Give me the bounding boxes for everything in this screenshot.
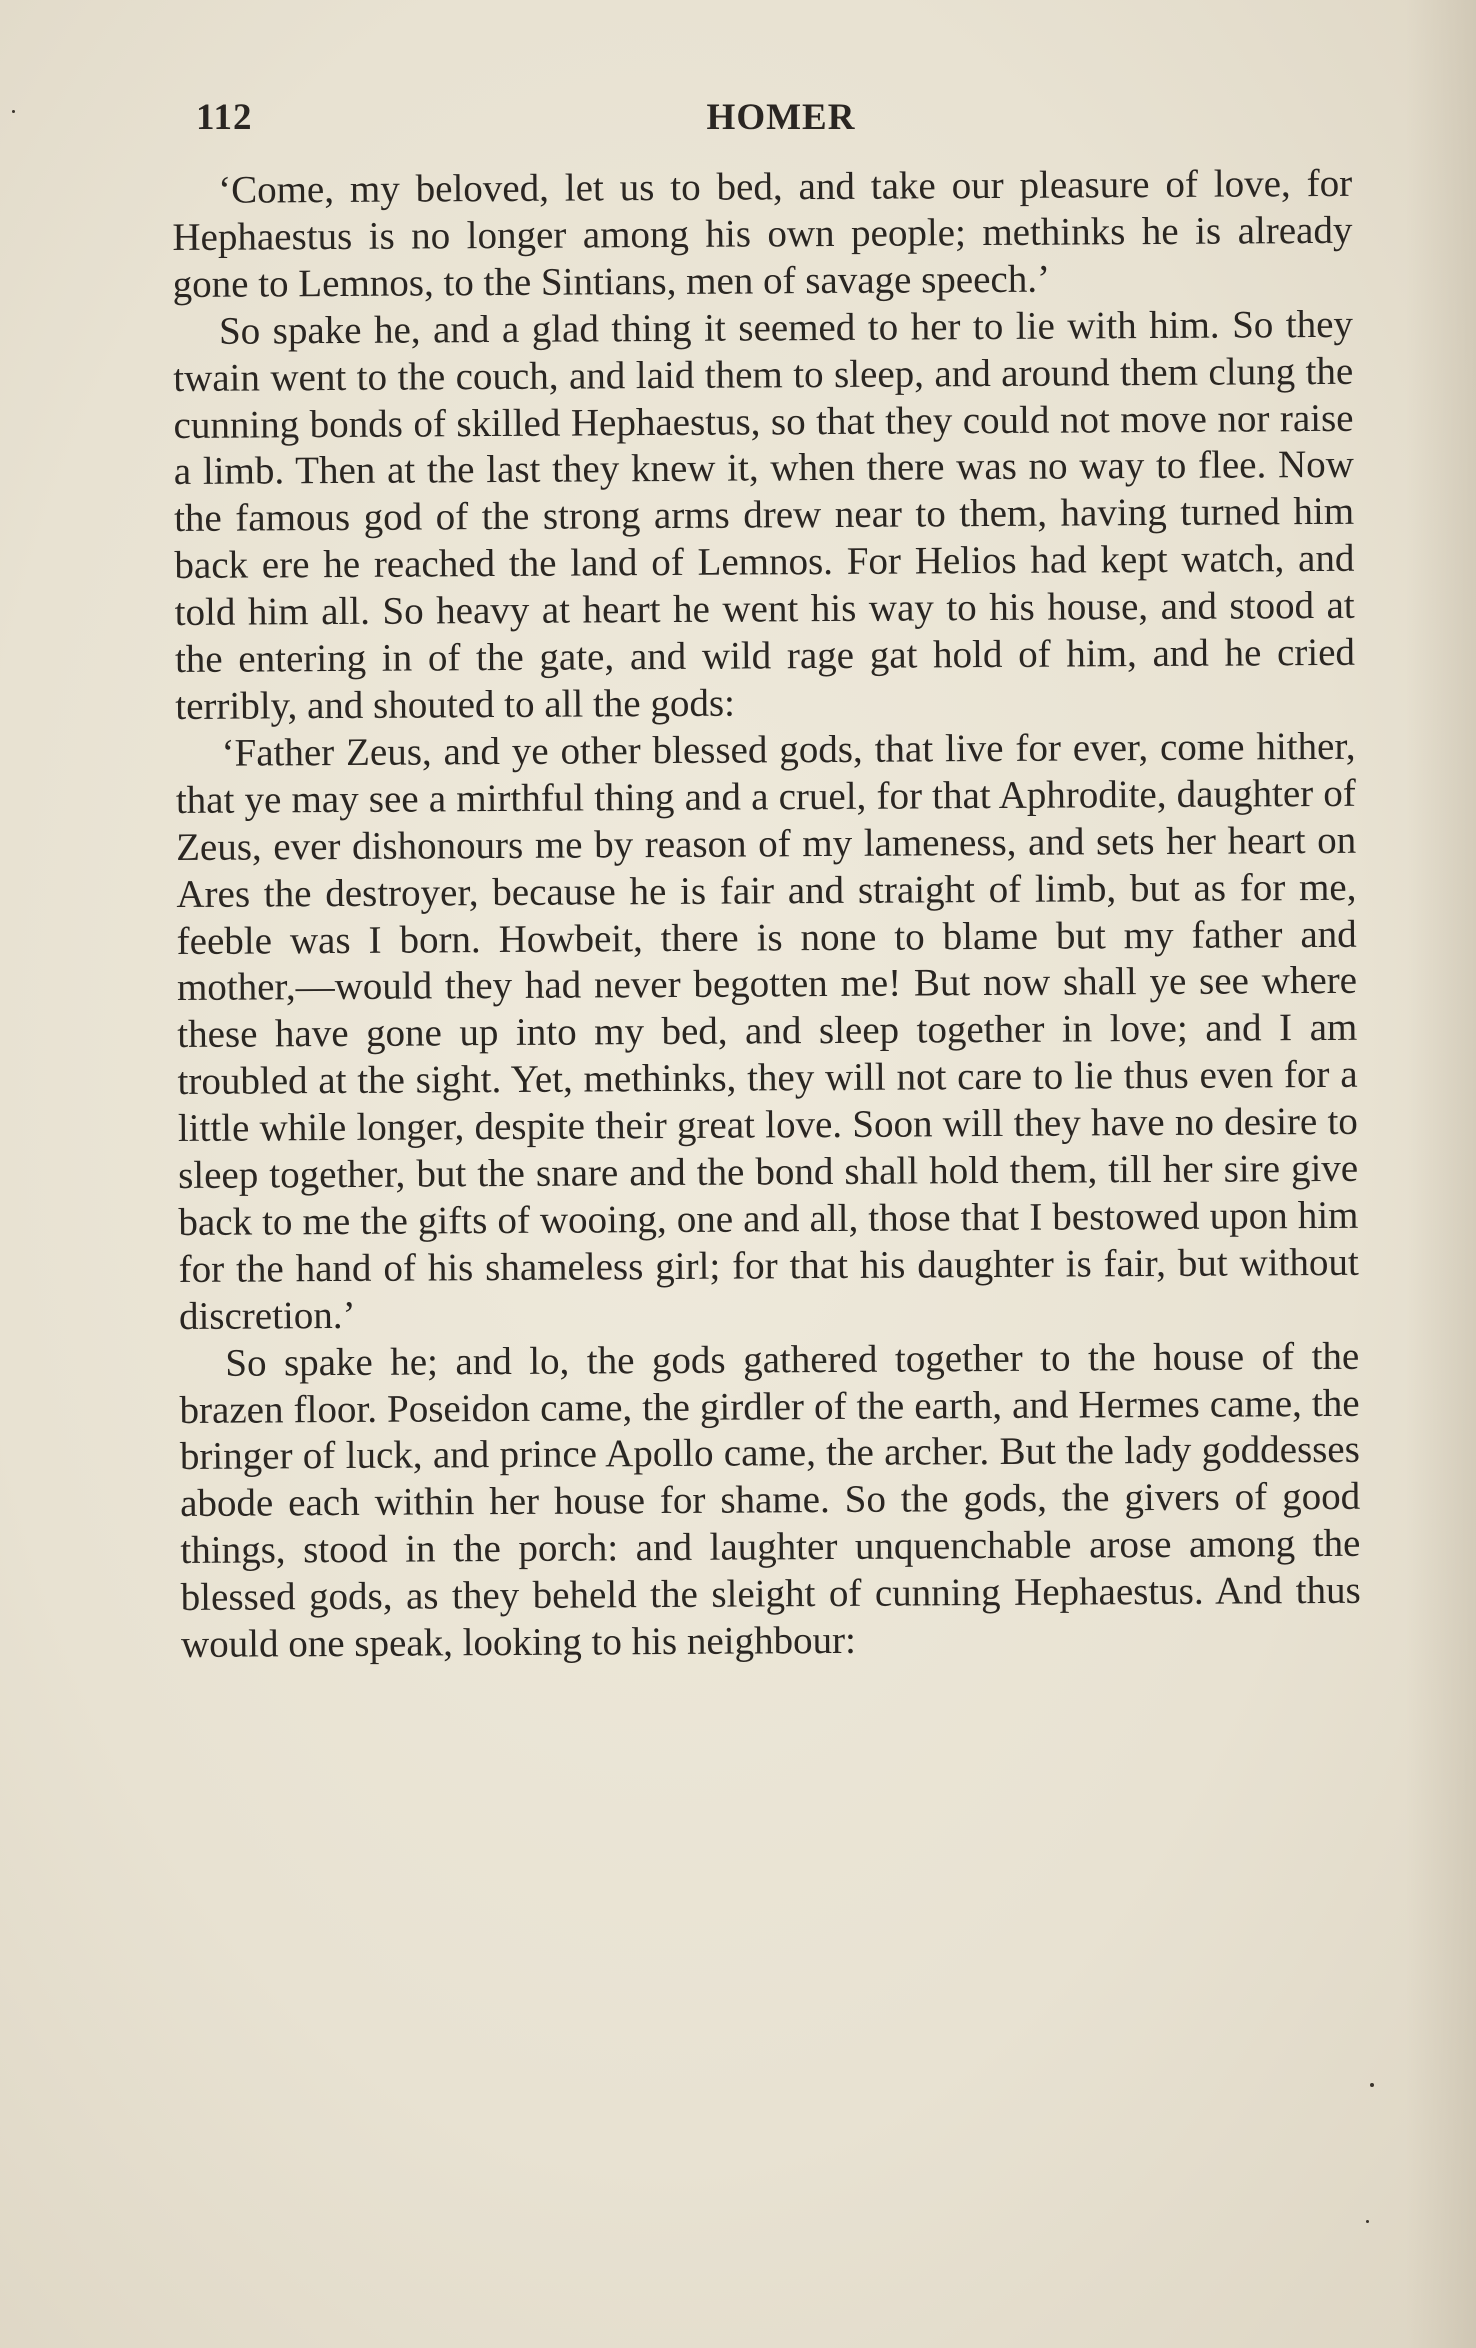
paper-speck xyxy=(1370,2083,1374,2087)
paragraph-3: ‘Father Zeus, and ye other blessed gods, that live for ever, come hither, that ye may see a mirthful thing and a cruel, for that Aphrodite, daughter of Zeus, ever dishonours me by reason of my lameness, and sets her heart on Ares the destroyer, because he is fair and straight of limb, but as for me, feeble was I born. Howbeit, there is none to blame but my father and mother,—would they had never begotten me! But now shall ye see where these have gone up into my bed, and sleep together in love; and I am troubled at the sight. Yet, methinks, they will not care to lie thus even for a little while longer, despite their great love. Soon will they have no desire to sleep together, but the snare and the bond shall hold them, till her sire give back to me the gifts of wooing, one and all, those that I bestowed upon him for the hand of his shameless girl; for that his daughter is fair, but without discretion.’ xyxy=(175,724,1359,1338)
paragraph-4: So spake he; and lo, the gods gathered together to the house of the brazen floor. Poseidon came, the girdler of the earth, and Hermes came, the bringer of luck, and prince Apollo came, the archer. But the lady goddesses abode each within her house for shame. So the gods, the givers of good things, stood in the porch: and laughter unquenchable arose among the blessed gods, as they beheld the sleight of cunning Hephaestus. And thus would one speak, looking to his neighbour: xyxy=(179,1334,1361,1667)
paragraph-2: So spake he, and a glad thing it seemed to her to lie with him. So they twain went to the couch, and laid them to sleep, and around them clung the cunning bonds of skilled Hephaestus, so that they could not move nor raise a limb. Then at the last they knew it, when there was no way to flee. Now the famous god of the strong arms drew near to them, having turned him back ere he reached the land of Lemnos. For Helios had kept watch, and told him all. So heavy at heart he went his way to his house, and stood at the entering in of the gate, and wild rage gat hold of him, and he cried terribly, and shouted to all the gods: xyxy=(173,302,1356,728)
book-title: HOMER xyxy=(706,97,856,138)
page-number: 112 xyxy=(196,97,253,138)
paper-speck xyxy=(1366,2220,1369,2223)
body-text xyxy=(172,161,1361,1669)
running-head xyxy=(196,96,1366,148)
paragraph-1: ‘Come, my beloved, let us to bed, and take our pleasure of love, for Hephaestus is no longer among his own people; methinks he is already gone to Lemnos, to the Sintians, men of savage speech.’ xyxy=(172,161,1353,306)
paper-speck xyxy=(12,110,15,113)
page-edge-shadow xyxy=(1406,0,1476,2348)
